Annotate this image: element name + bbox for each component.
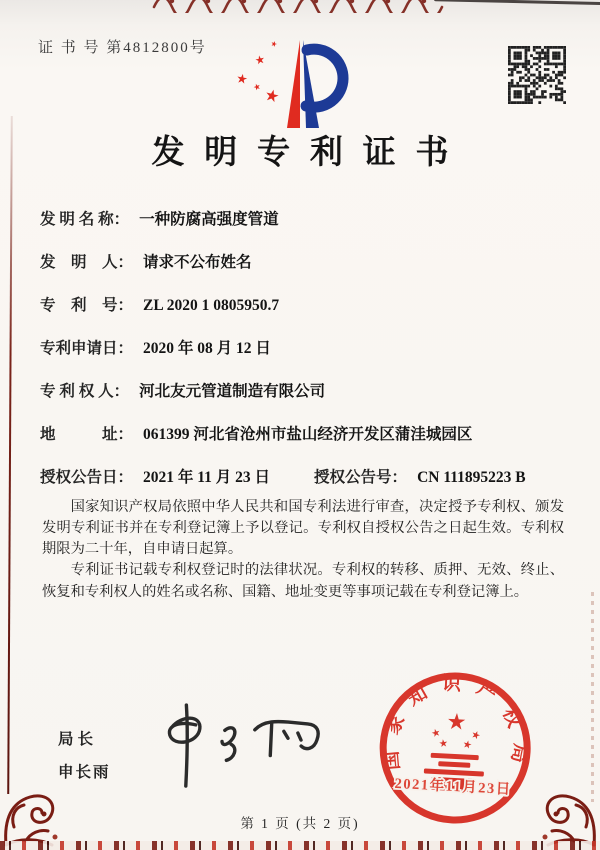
field-value: 一种防腐高强度管道 <box>139 211 279 228</box>
field-label: 专 利 号： <box>40 297 134 314</box>
qr-code <box>508 46 566 104</box>
left-border-line <box>7 116 13 794</box>
handwritten-signature <box>129 684 361 796</box>
signer-name: 申长雨 <box>58 764 111 781</box>
field-label: 专 利 权 人： <box>40 383 130 400</box>
field-label: 授权公告日： <box>40 469 134 486</box>
field-patent-number <box>40 295 570 317</box>
field-invention-name <box>40 209 570 231</box>
logo-stars <box>236 40 300 128</box>
legal-paragraph-2: 专利证书记载专利权登记时的法律状况。专利权的转移、质押、无效、终止、恢复和专利权人的姓名或名称、国籍、地址变更等事项记载在专利登记簿上。 <box>42 562 564 600</box>
cnipa-logo-icon <box>228 34 378 134</box>
field-grant-date <box>40 467 270 489</box>
bottom-right-ornament <box>526 767 600 847</box>
signer-title: 局长 <box>58 731 98 748</box>
seal-date: 2021年11月23日 <box>394 775 513 799</box>
field-application-date <box>40 338 570 360</box>
top-ornament-border <box>150 0 450 13</box>
field-address <box>40 424 570 446</box>
field-label: 发 明 人： <box>40 254 134 271</box>
page-number: 第 1 页 (共 2 页) <box>240 816 360 831</box>
field-inventor <box>40 252 570 274</box>
field-value: 2020 年 08 月 12 日 <box>143 340 271 357</box>
field-value: 河北友元管道制造有限公司 <box>139 383 326 400</box>
paper-edge-line <box>434 0 600 5</box>
bottom-left-ornament <box>0 767 74 847</box>
legal-text-block <box>42 497 564 603</box>
field-value: 061399 河北省沧州市盐山经济开发区蒲洼城园区 <box>143 426 473 443</box>
bottom-border-strip <box>0 841 600 850</box>
field-label: 地 址： <box>40 426 134 443</box>
field-label: 授权公告号： <box>314 469 408 486</box>
field-label: 专利申请日： <box>40 340 134 357</box>
legal-paragraph-1: 国家知识产权局依照中华人民共和国专利法进行审查，决定授予专利权、颁发发明专利证书并在专利登记簿上予以登记。专利权自授权公告之日起生效。专利权期限为二十年，自申请日起算。 <box>42 499 564 558</box>
certificate-number: 证 书 号 第4812800号 <box>38 40 207 56</box>
field-grant-number <box>314 467 526 489</box>
field-value: CN 111895223 B <box>417 469 526 486</box>
field-value: ZL 2020 1 0805950.7 <box>143 297 280 314</box>
field-label: 发 明 名 称： <box>40 211 130 228</box>
field-list <box>40 209 570 510</box>
field-grant-row <box>40 467 570 489</box>
field-patentee <box>40 381 570 403</box>
certificate-title: 发明专利证书 <box>151 135 469 171</box>
field-value: 2021 年 11 月 23 日 <box>143 469 271 486</box>
seal-ring-text: 国家知识产权局 <box>379 673 531 779</box>
field-value: 请求不公布姓名 <box>143 254 252 271</box>
